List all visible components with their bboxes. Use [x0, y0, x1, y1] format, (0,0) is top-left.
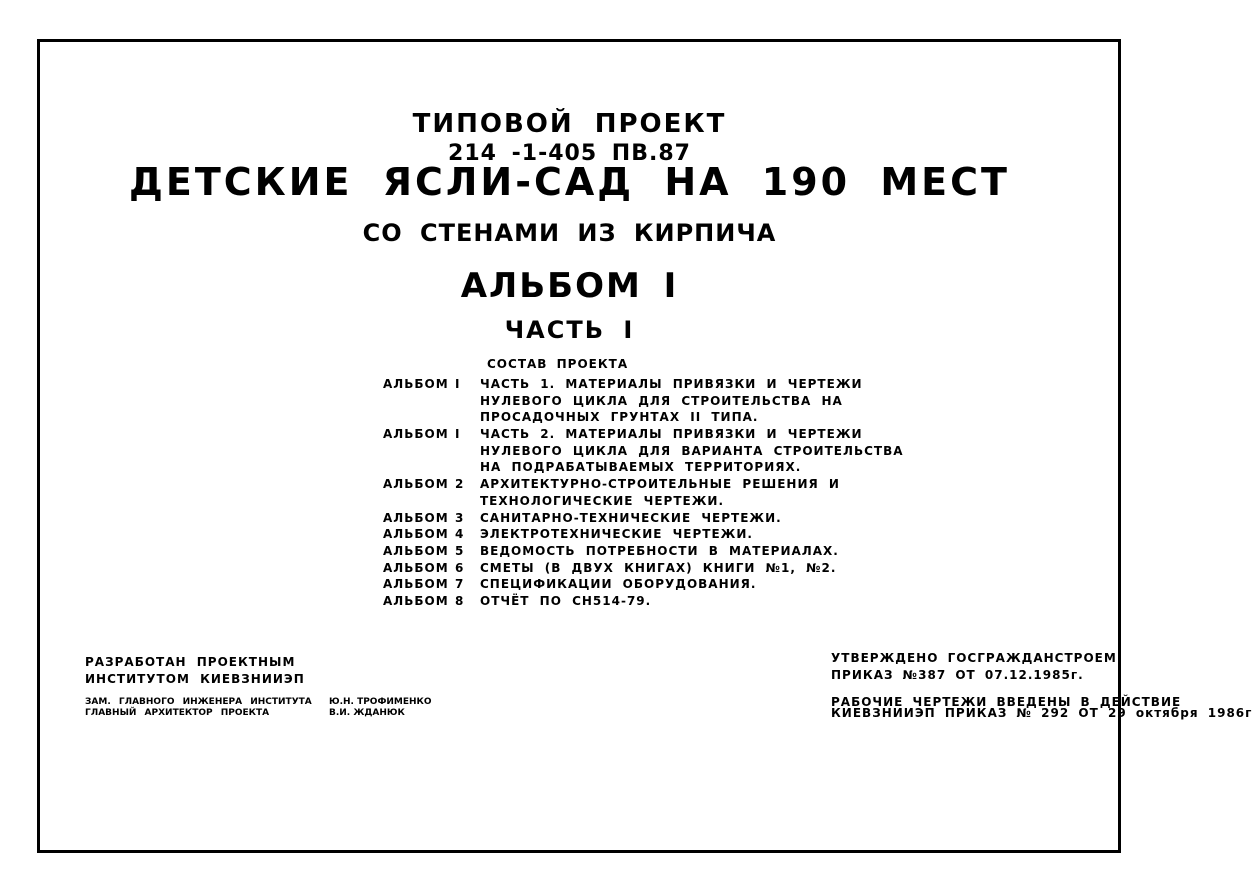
approval-line-3: РАБОЧИЕ ЧЕРТЕЖИ ВВЕДЕНЫ В ДЕЙСТВИЕ [831, 695, 1182, 709]
album-label: АЛЬБОМ [383, 527, 449, 542]
album-number: 6 [455, 560, 465, 575]
album-description: ВЕДОМОСТЬ ПОТРЕБНОСТИ В МАТЕРИАЛАХ. [480, 543, 839, 558]
approval-line-1: УТВЕРЖДЕНО ГОСГРАЖДАНСТРОЕМ [831, 651, 1117, 665]
developer-line-2: ИНСТИТУТОМ КИЕВЗНИИЭП [85, 672, 305, 686]
album-number: 4 [455, 527, 465, 542]
list-item [383, 510, 904, 527]
album-description: АРХИТЕКТУРНО-СТРОИТЕЛЬНЫЕ РЕШЕНИЯ И [480, 477, 840, 492]
album-label: АЛЬБОМ [383, 577, 449, 592]
list-item-continuation [383, 459, 904, 476]
developer-role-1: ЗАМ. ГЛАВНОГО ИНЖЕНЕРА ИНСТИТУТА [85, 697, 312, 707]
developer-line-1: РАЗРАБОТАН ПРОЕКТНЫМ [85, 655, 296, 669]
developer-role-2: ГЛАВНЫЙ АРХИТЕКТОР ПРОЕКТА [85, 708, 270, 718]
list-item [383, 376, 904, 393]
list-item [383, 426, 904, 443]
composition-list [383, 376, 904, 610]
album-label: АЛЬБОМ [383, 543, 449, 558]
album-number: 7 [455, 577, 465, 592]
album-number: 2 [455, 477, 465, 492]
list-item-continuation [383, 443, 904, 460]
project-subtitle: СО СТЕНАМИ ИЗ КИРПИЧА [362, 219, 777, 247]
developer-name-1: Ю.Н. ТРОФИМЕНКО [329, 697, 432, 707]
project-code: 214 -1-405 ПВ.87 [448, 141, 691, 166]
list-item-continuation [383, 493, 904, 510]
list-item [383, 526, 904, 543]
list-item-continuation [383, 409, 904, 426]
album-number: I [455, 427, 461, 442]
album-title: АЛЬБОМ I [460, 266, 679, 306]
part-title: ЧАСТЬ I [504, 316, 635, 344]
developer-name-2: В.И. ЖДАНЮК [329, 708, 405, 718]
composition-title: СОСТАВ ПРОЕКТА [487, 357, 629, 371]
album-number: 3 [455, 510, 465, 525]
approval-line-2: ПРИКАЗ №387 ОТ 07.12.1985г. [831, 668, 1084, 682]
list-item [383, 543, 904, 560]
album-description: НА ПОДРАБАТЫВАЕМЫХ ТЕРРИТОРИЯХ. [480, 460, 802, 475]
album-description: ЧАСТЬ 2. МАТЕРИАЛЫ ПРИВЯЗКИ И ЧЕРТЕЖИ [480, 427, 863, 442]
album-description: САНИТАРНО-ТЕХНИЧЕСКИЕ ЧЕРТЕЖИ. [480, 510, 782, 525]
album-label: АЛЬБОМ [383, 377, 449, 391]
album-description: НУЛЕВОГО ЦИКЛА ДЛЯ ВАРИАНТА СТРОИТЕЛЬСТВА [480, 443, 904, 458]
album-number: I [455, 377, 461, 391]
album-label: АЛЬБОМ [383, 593, 449, 608]
album-label: АЛЬБОМ [383, 477, 449, 492]
project-name: ДЕТСКИЕ ЯСЛИ-САД НА 190 МЕСТ [129, 160, 1010, 204]
list-item [383, 576, 904, 593]
album-description: ЧАСТЬ 1. МАТЕРИАЛЫ ПРИВЯЗКИ И ЧЕРТЕЖИ [480, 377, 863, 391]
album-description: НУЛЕВОГО ЦИКЛА ДЛЯ СТРОИТЕЛЬСТВА НА [480, 393, 843, 408]
approval-line-4: КИЕВЗНИИЭП ПРИКАЗ № 292 ОТ 29 октября 1986г [831, 706, 1252, 720]
album-number: 5 [455, 543, 465, 558]
album-description: ОТЧЁТ ПО СН514-79. [480, 593, 652, 608]
album-number: 8 [455, 593, 465, 608]
album-description: ТЕХНОЛОГИЧЕСКИЕ ЧЕРТЕЖИ. [480, 493, 725, 508]
album-description: ПРОСАДОЧНЫХ ГРУНТАХ II ТИПА. [480, 410, 759, 425]
list-item-continuation [383, 393, 904, 410]
album-label: АЛЬБОМ [383, 560, 449, 575]
title-line-1: ТИПОВОЙ ПРОЕКТ [412, 109, 727, 139]
list-item [383, 560, 904, 577]
album-description: ЭЛЕКТРОТЕХНИЧЕСКИЕ ЧЕРТЕЖИ. [480, 527, 753, 542]
album-description: СМЕТЫ (В ДВУХ КНИГАХ) КНИГИ №1, №2. [480, 560, 837, 575]
list-item [383, 593, 904, 610]
list-item [383, 476, 904, 493]
album-label: АЛЬБОМ [383, 510, 449, 525]
album-label: АЛЬБОМ [383, 427, 449, 442]
album-description: СПЕЦИФИКАЦИИ ОБОРУДОВАНИЯ. [480, 577, 757, 592]
